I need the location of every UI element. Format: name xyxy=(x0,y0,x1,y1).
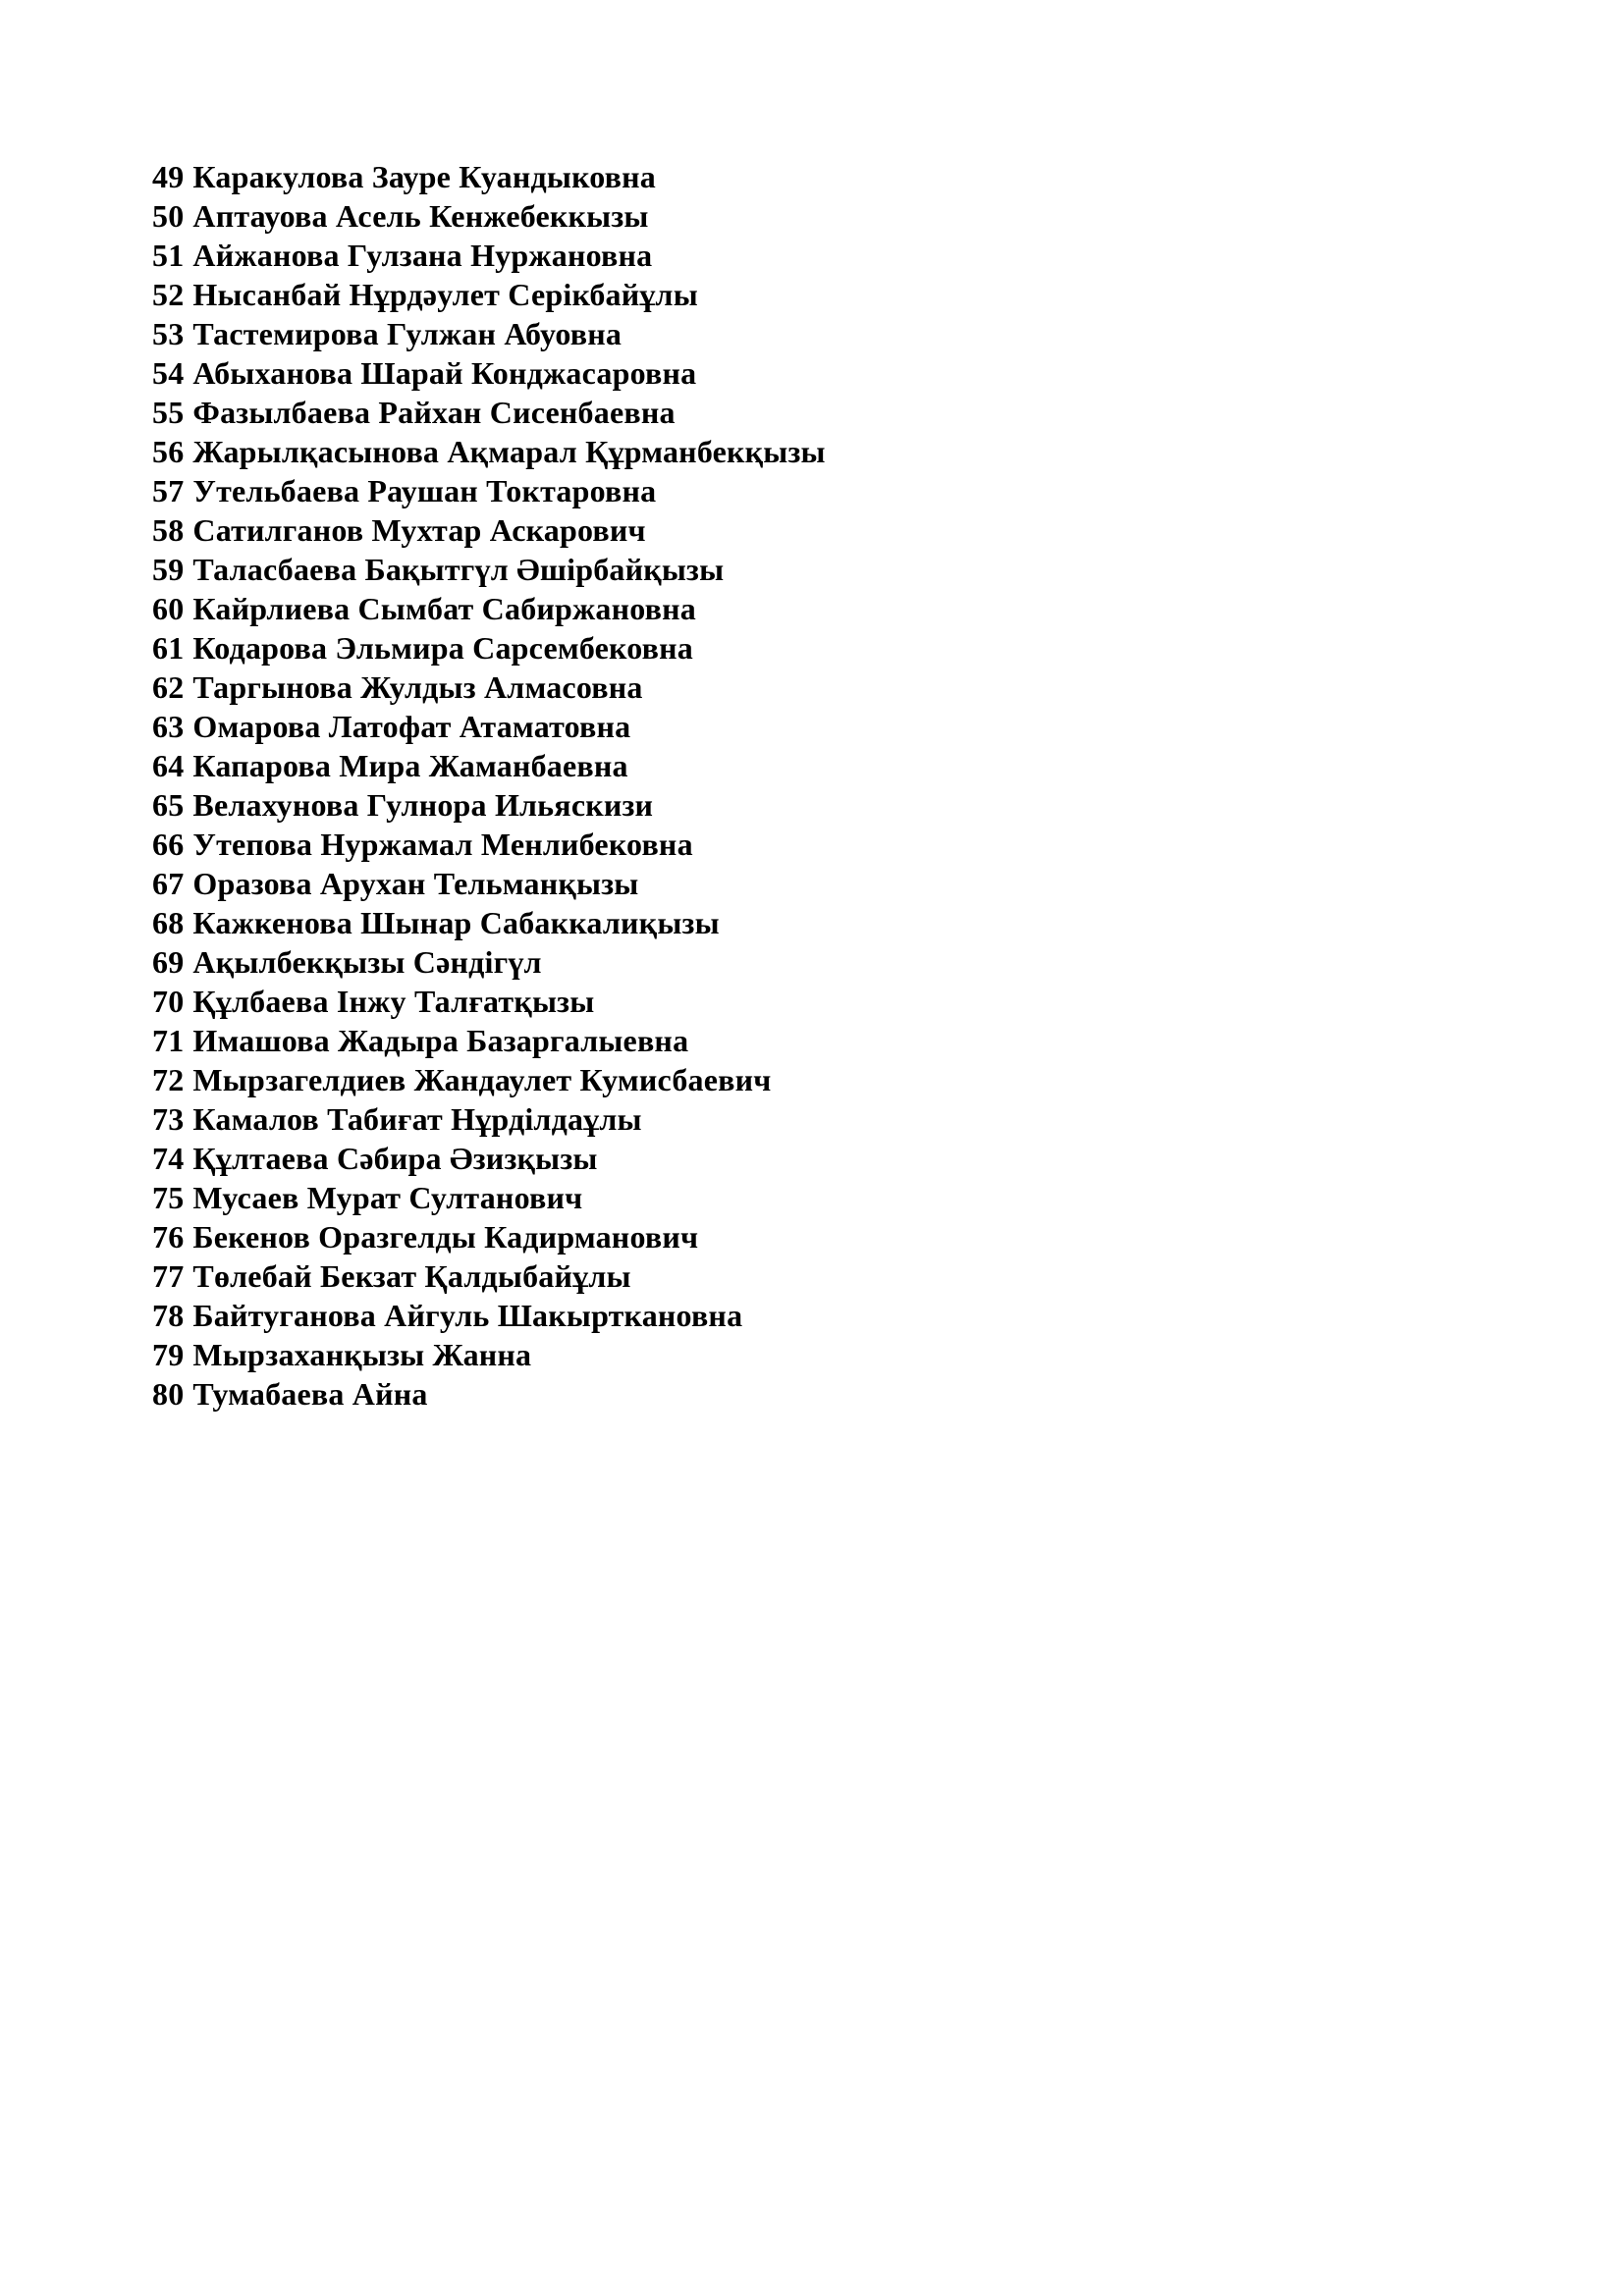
entry-number: 49 xyxy=(152,159,185,194)
list-item xyxy=(152,746,1468,785)
list-item xyxy=(152,864,1468,903)
list-item xyxy=(152,982,1468,1021)
entry-name: Бекенов Оразгелды Кадирманович xyxy=(192,1219,699,1255)
list-item xyxy=(152,1217,1468,1256)
entry-number: 80 xyxy=(152,1376,185,1412)
entry-number: 71 xyxy=(152,1023,185,1058)
entry-name: Айжанова Гулзана Нуржановна xyxy=(192,238,653,273)
entry-name: Аптауова Асель Кенжебеккызы xyxy=(192,198,649,234)
entry-name: Мусаев Мурат Султанович xyxy=(192,1180,583,1215)
list-item xyxy=(152,1178,1468,1217)
entry-number: 79 xyxy=(152,1337,185,1372)
entry-name: Утельбаева Раушан Токтаровна xyxy=(192,473,657,508)
entry-number: 73 xyxy=(152,1101,185,1137)
entry-number: 62 xyxy=(152,669,185,705)
entry-number: 78 xyxy=(152,1298,185,1333)
list-item xyxy=(152,825,1468,864)
entry-number: 56 xyxy=(152,434,185,469)
entry-number: 52 xyxy=(152,277,185,312)
entry-name: Имашова Жадыра Базаргалыевна xyxy=(192,1023,689,1058)
entry-name: Кодарова Эльмира Сарсембековна xyxy=(192,630,693,666)
list-item xyxy=(152,1296,1468,1335)
entry-name: Фазылбаева Райхан Сисенбаевна xyxy=(192,395,676,430)
entry-name: Кайрлиева Сымбат Сабиржановна xyxy=(192,591,696,626)
entry-name: Құлбаева Інжу Талғатқызы xyxy=(192,984,595,1019)
entry-name: Нысанбай Нұрдәулет Серікбайұлы xyxy=(192,277,698,312)
entry-number: 51 xyxy=(152,238,185,273)
list-item xyxy=(152,1256,1468,1296)
entry-number: 74 xyxy=(152,1141,185,1176)
entry-number: 53 xyxy=(152,316,185,351)
entry-number: 72 xyxy=(152,1062,185,1097)
list-item xyxy=(152,353,1468,393)
entry-number: 55 xyxy=(152,395,185,430)
list-item xyxy=(152,628,1468,667)
entry-name: Капарова Мира Жаманбаевна xyxy=(192,748,628,783)
entry-name: Камалов Табиғат Нұрділдаұлы xyxy=(192,1101,642,1137)
entry-name: Құлтаева Сәбира Әзизқызы xyxy=(192,1141,598,1176)
name-list xyxy=(152,157,1468,1414)
entry-number: 75 xyxy=(152,1180,185,1215)
entry-name: Абыханова Шарай Конджасаровна xyxy=(192,355,697,391)
entry-number: 77 xyxy=(152,1258,185,1294)
entry-number: 54 xyxy=(152,355,185,391)
entry-name: Тумабаева Айна xyxy=(192,1376,428,1412)
list-item xyxy=(152,903,1468,942)
entry-name: Таргынова Жулдыз Алмасовна xyxy=(192,669,643,705)
list-item xyxy=(152,471,1468,510)
entry-number: 68 xyxy=(152,905,185,940)
entry-number: 66 xyxy=(152,827,185,862)
entry-name: Утепова Нуржамал Менлибековна xyxy=(192,827,693,862)
entry-name: Омарова Латофат Атаматовна xyxy=(192,709,631,744)
entry-name: Мырзагелдиев Жандаулет Кумисбаевич xyxy=(192,1062,772,1097)
list-item xyxy=(152,314,1468,353)
entry-number: 50 xyxy=(152,198,185,234)
list-item xyxy=(152,942,1468,982)
entry-name: Кажкенова Шынар Сабаккалиқызы xyxy=(192,905,720,940)
list-item xyxy=(152,1335,1468,1374)
entry-name: Таласбаева Бақытгүл Әшірбайқызы xyxy=(192,552,725,587)
entry-number: 70 xyxy=(152,984,185,1019)
entry-number: 65 xyxy=(152,787,185,823)
entry-number: 69 xyxy=(152,944,185,980)
entry-number: 76 xyxy=(152,1219,185,1255)
list-item xyxy=(152,785,1468,825)
list-item xyxy=(152,1099,1468,1139)
list-item xyxy=(152,432,1468,471)
list-item xyxy=(152,236,1468,275)
entry-name: Велахунова Гулнора Ильяскизи xyxy=(192,787,654,823)
entry-name: Сатилганов Мухтар Аскарович xyxy=(192,512,646,548)
entry-name: Байтуганова Айгуль Шакырткановна xyxy=(192,1298,743,1333)
entry-number: 58 xyxy=(152,512,185,548)
list-item xyxy=(152,1139,1468,1178)
list-item xyxy=(152,1374,1468,1414)
entry-name: Төлебай Бекзат Қалдыбайұлы xyxy=(192,1258,631,1294)
list-item xyxy=(152,1021,1468,1060)
entry-number: 61 xyxy=(152,630,185,666)
entry-name: Жарылқасынова Ақмарал Құрманбекқызы xyxy=(192,434,826,469)
entry-number: 59 xyxy=(152,552,185,587)
list-item xyxy=(152,275,1468,314)
list-item xyxy=(152,667,1468,707)
entry-name: Мырзаханқызы Жанна xyxy=(192,1337,532,1372)
entry-name: Оразова Арухан Тельманқызы xyxy=(192,866,639,901)
list-item xyxy=(152,589,1468,628)
entry-name: Каракулова Зауре Куандыковна xyxy=(192,159,657,194)
list-item xyxy=(152,1060,1468,1099)
entry-number: 67 xyxy=(152,866,185,901)
entry-number: 64 xyxy=(152,748,185,783)
entry-number: 63 xyxy=(152,709,185,744)
list-item xyxy=(152,707,1468,746)
list-item xyxy=(152,157,1468,196)
entry-number: 57 xyxy=(152,473,185,508)
list-item xyxy=(152,196,1468,236)
list-item xyxy=(152,510,1468,550)
entry-name: Ақылбекқызы Сәндігүл xyxy=(192,944,542,980)
list-item xyxy=(152,393,1468,432)
list-item xyxy=(152,550,1468,589)
entry-number: 60 xyxy=(152,591,185,626)
entry-name: Тастемирова Гулжан Абуовна xyxy=(192,316,623,351)
